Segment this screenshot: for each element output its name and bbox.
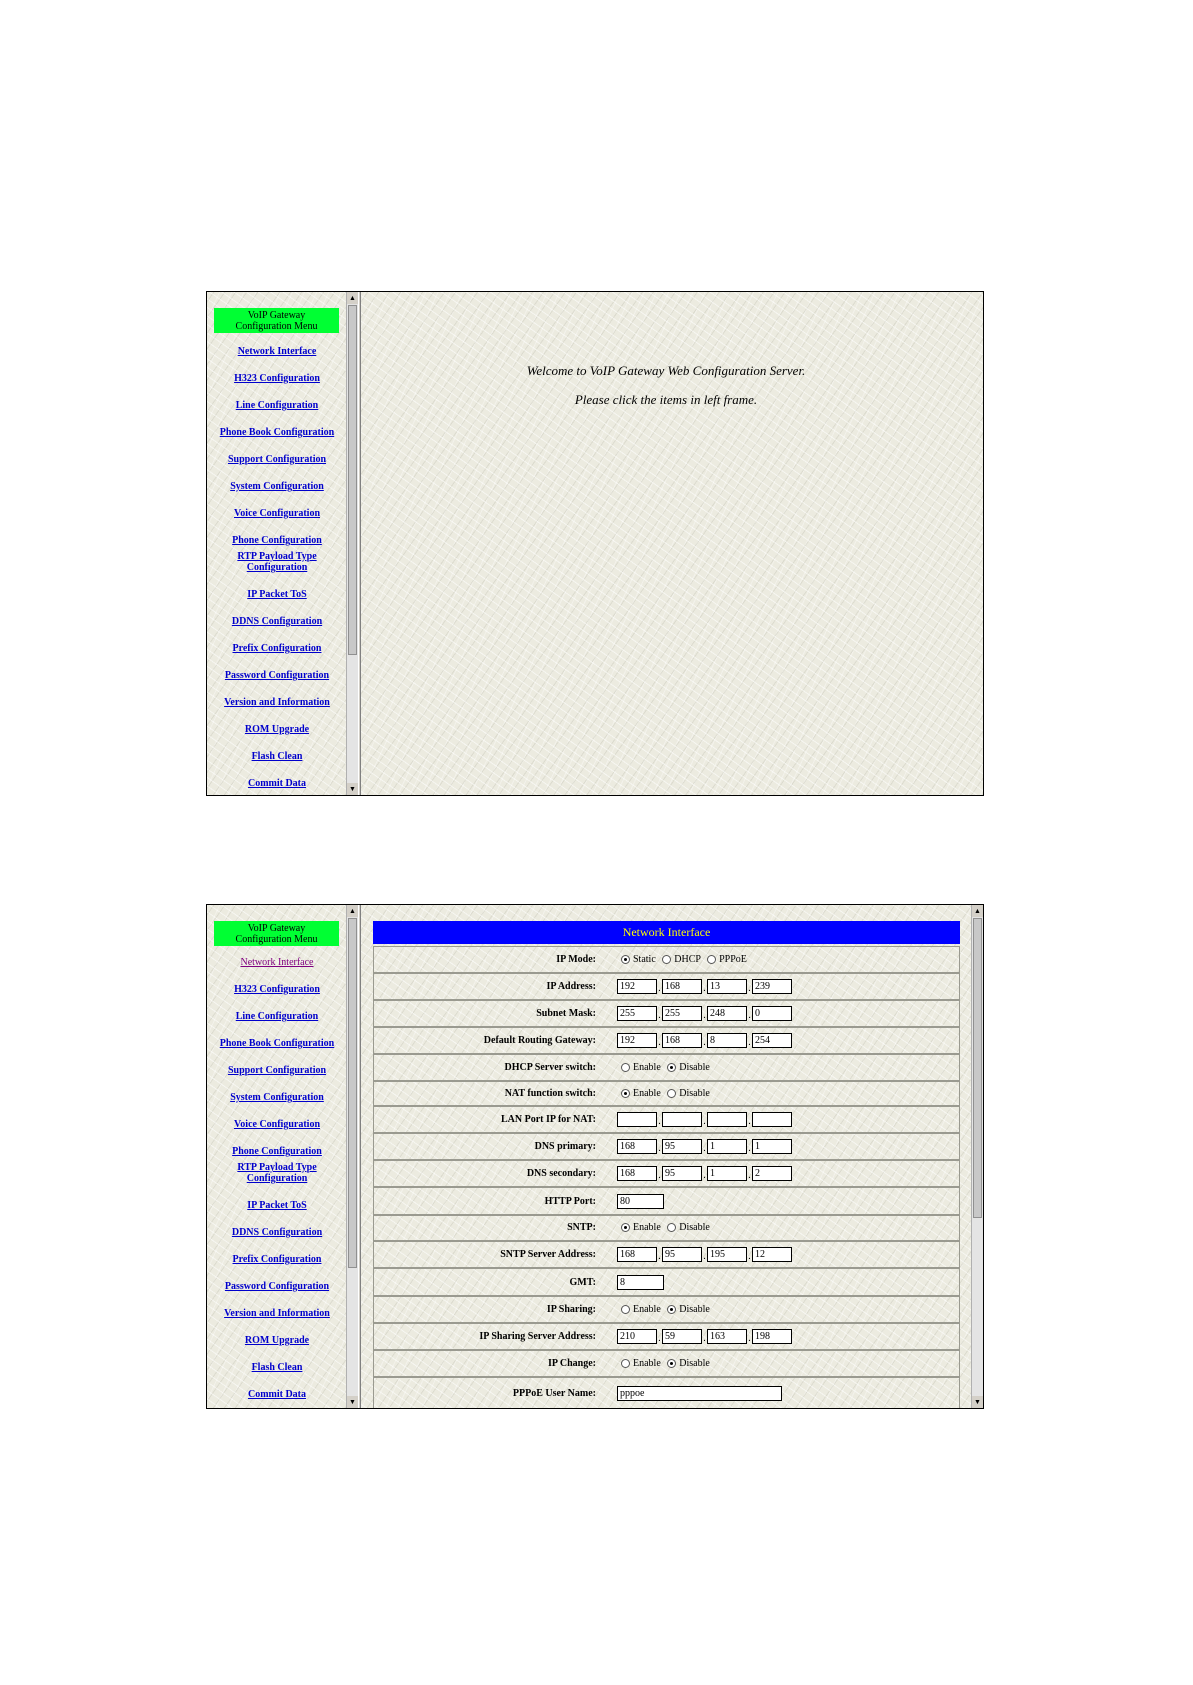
gateway-octet-3[interactable]: 8 <box>707 1033 747 1048</box>
http-port-label: HTTP Port: <box>544 1196 596 1207</box>
menu-item-ip-packet-tos[interactable]: IP Packet ToS <box>247 589 307 600</box>
menu-item-support-configuration[interactable]: Support Configuration <box>227 1065 327 1076</box>
menu-item-version-and-information[interactable]: Version and Information <box>224 697 330 708</box>
gateway-octet-2[interactable]: 168 <box>662 1033 702 1048</box>
menu-frame <box>207 292 358 795</box>
gateway-octet-4[interactable]: 254 <box>752 1033 792 1048</box>
dhcp-server-label: DHCP Server switch: <box>504 1062 596 1073</box>
nat-row <box>373 1081 960 1106</box>
nat-disable-option[interactable] <box>663 1088 710 1099</box>
dns-primary-row <box>373 1133 960 1160</box>
nat-label: NAT function switch: <box>504 1088 596 1099</box>
ip-address-octet-3[interactable]: 13 <box>707 979 747 994</box>
gmt-input[interactable]: 8 <box>617 1275 664 1290</box>
frame-divider[interactable] <box>358 905 361 1408</box>
ip-sharing-row <box>373 1296 960 1323</box>
ip-mode-pppoe-label: PPPoE <box>719 954 747 965</box>
sntp-disable-option[interactable] <box>663 1222 710 1233</box>
screenshot-welcome <box>206 291 984 796</box>
menu-item-version-and-information[interactable]: Version and Information <box>224 1308 330 1319</box>
menu-item-support-configuration[interactable]: Support Configuration <box>227 454 327 465</box>
dns-secondary-octet-3[interactable]: 1 <box>707 1166 747 1181</box>
lan-port-octet-1[interactable] <box>617 1112 657 1127</box>
radio-selected-icon[interactable] <box>621 1089 630 1098</box>
menu-title-line2: Configuration Menu <box>235 321 318 332</box>
menu-title-line1: VoIP Gateway <box>247 923 306 934</box>
ip-mode-static-option[interactable] <box>617 954 656 965</box>
http-port-field-wrap <box>617 1194 664 1209</box>
dns-secondary-label: DNS secondary: <box>526 1168 596 1179</box>
ip-sharing-server-octet-3[interactable]: 163 <box>707 1329 747 1344</box>
ip-address-octet-4[interactable]: 239 <box>752 979 792 994</box>
radio-icon[interactable] <box>621 1359 630 1368</box>
scroll-up-arrow-icon[interactable]: ▲ <box>972 905 983 917</box>
dhcp-server-enable-label: Enable <box>633 1062 661 1073</box>
menu-item-flash-clean[interactable]: Flash Clean <box>251 1362 303 1373</box>
scroll-thumb[interactable] <box>348 918 357 1268</box>
menu-title-line2: Configuration Menu <box>235 934 318 945</box>
main-scrollbar[interactable] <box>971 905 983 1408</box>
subnet-mask-octet-1[interactable]: 255 <box>617 1006 657 1021</box>
network-interface-header: Network Interface <box>373 921 960 944</box>
menu-item-network-interface[interactable]: Network Interface <box>240 957 314 968</box>
dhcp-server-row <box>373 1054 960 1081</box>
lan-port-field: . . . <box>617 1112 792 1127</box>
menu-item-voice-configuration[interactable]: Voice Configuration <box>233 1119 321 1130</box>
ip-mode-static-label: Static <box>633 954 656 965</box>
menu-item-phone-book-configuration[interactable]: Phone Book Configuration <box>219 427 335 438</box>
radio-selected-icon[interactable] <box>667 1359 676 1368</box>
gateway-field: 192 . 168 . 8 . 254 <box>617 1033 792 1048</box>
menu-item-commit-data[interactable]: Commit Data <box>247 778 307 789</box>
radio-icon[interactable] <box>667 1223 676 1232</box>
dhcp-server-disable-label: Disable <box>679 1062 710 1073</box>
sntp-options <box>617 1222 710 1233</box>
ip-address-field: 192 . 168 . 13 . 239 <box>617 979 792 994</box>
dns-primary-octet-2[interactable]: 95 <box>662 1139 702 1154</box>
ip-sharing-disable-label: Disable <box>679 1304 710 1315</box>
sntp-server-field: 168 . 95 . 195 . 12 <box>617 1247 792 1262</box>
scroll-thumb[interactable] <box>973 918 982 1218</box>
ip-change-label: IP Change: <box>547 1358 596 1369</box>
menu-frame <box>207 905 358 1408</box>
ip-sharing-options <box>617 1304 710 1315</box>
scroll-down-arrow-icon[interactable]: ▼ <box>972 1396 983 1408</box>
ip-mode-dhcp-label: DHCP <box>674 954 701 965</box>
sntp-enable-label: Enable <box>633 1222 661 1233</box>
ip-sharing-disable-option[interactable] <box>663 1304 710 1315</box>
menu-title-line1: VoIP Gateway <box>247 310 306 321</box>
dns-primary-octet-1[interactable]: 168 <box>617 1139 657 1154</box>
screenshot-network-interface <box>206 904 984 1409</box>
pppoe-user-label: PPPoE User Name: <box>512 1388 596 1399</box>
sntp-server-octet-1[interactable]: 168 <box>617 1247 657 1262</box>
menu-scrollbar[interactable] <box>346 905 358 1408</box>
sntp-server-label: SNTP Server Address: <box>500 1249 596 1260</box>
menu-item-prefix-configuration[interactable]: Prefix Configuration <box>232 1254 322 1265</box>
ip-mode-pppoe-option[interactable] <box>703 954 747 965</box>
gmt-row <box>373 1268 960 1296</box>
dns-secondary-octet-1[interactable]: 168 <box>617 1166 657 1181</box>
menu-item-rom-upgrade[interactable]: ROM Upgrade <box>244 1335 310 1346</box>
menu-item-rtp-payload-configuration[interactable]: Configuration <box>246 562 308 573</box>
sntp-server-octet-4[interactable]: 12 <box>752 1247 792 1262</box>
menu-item-flash-clean[interactable]: Flash Clean <box>251 751 303 762</box>
menu-item-rtp-payload-type[interactable]: RTP Payload Type <box>237 1162 317 1173</box>
ip-sharing-enable-option[interactable] <box>617 1304 661 1315</box>
ip-address-octet-1[interactable]: 192 <box>617 979 657 994</box>
menu-item-system-configuration[interactable]: System Configuration <box>230 1092 324 1103</box>
http-port-input[interactable]: 80 <box>617 1194 664 1209</box>
ip-mode-dhcp-option[interactable] <box>658 954 700 965</box>
subnet-mask-label: Subnet Mask: <box>536 1008 596 1019</box>
ip-sharing-server-octet-1[interactable]: 210 <box>617 1329 657 1344</box>
subnet-mask-row <box>373 1000 960 1027</box>
gateway-row <box>373 1027 960 1054</box>
pppoe-user-row <box>373 1377 960 1409</box>
menu-item-phone-configuration[interactable]: Phone Configuration <box>232 535 322 546</box>
sntp-label: SNTP: <box>567 1222 596 1233</box>
menu-item-commit-data[interactable]: Commit Data <box>247 1389 307 1400</box>
dns-secondary-row <box>373 1160 960 1187</box>
sntp-server-octet-2[interactable]: 95 <box>662 1247 702 1262</box>
menu-scrollbar[interactable] <box>346 292 358 795</box>
dns-primary-field: 168 . 95 . 1 . 1 <box>617 1139 792 1154</box>
dhcp-server-enable-option[interactable] <box>617 1062 661 1073</box>
ip-change-disable-option[interactable] <box>663 1358 710 1369</box>
menu-item-ip-packet-tos[interactable]: IP Packet ToS <box>247 1200 307 1211</box>
menu-item-h323-configuration[interactable]: H323 Configuration <box>234 373 320 384</box>
menu-item-line-configuration[interactable]: Line Configuration <box>235 1011 319 1022</box>
lan-port-row <box>373 1106 960 1133</box>
pppoe-user-field-wrap <box>617 1386 782 1401</box>
ip-address-label: IP Address: <box>546 981 596 992</box>
pppoe-user-input[interactable]: pppoe <box>617 1386 782 1401</box>
scroll-up-arrow-icon[interactable]: ▲ <box>347 292 358 304</box>
menu-item-prefix-configuration[interactable]: Prefix Configuration <box>232 643 322 654</box>
dhcp-server-options <box>617 1062 710 1073</box>
menu-item-phone-configuration[interactable]: Phone Configuration <box>232 1146 322 1157</box>
subnet-mask-field: 255 . 255 . 248 . 0 <box>617 1006 792 1021</box>
gateway-label: Default Routing Gateway: <box>483 1035 596 1046</box>
lan-port-label: LAN Port IP for NAT: <box>501 1114 596 1125</box>
dns-primary-label: DNS primary: <box>534 1141 596 1152</box>
ip-address-octet-2[interactable]: 168 <box>662 979 702 994</box>
welcome-instruction: Please click the items in left frame. <box>574 392 758 407</box>
radio-selected-icon[interactable] <box>621 955 630 964</box>
dns-secondary-field: 168 . 95 . 1 . 2 <box>617 1166 792 1181</box>
sntp-disable-label: Disable <box>679 1222 710 1233</box>
ip-sharing-enable-label: Enable <box>633 1304 661 1315</box>
menu-title <box>214 308 339 333</box>
subnet-mask-octet-2[interactable]: 255 <box>662 1006 702 1021</box>
radio-selected-icon[interactable] <box>621 1223 630 1232</box>
sntp-row <box>373 1215 960 1241</box>
welcome-message: Welcome to VoIP Gateway Web Configuration Server. <box>526 363 806 378</box>
ip-sharing-server-octet-2[interactable]: 59 <box>662 1329 702 1344</box>
menu-item-ddns-configuration[interactable]: DDNS Configuration <box>231 1227 323 1238</box>
gmt-field-wrap <box>617 1275 664 1290</box>
menu-item-rtp-payload-configuration[interactable]: Configuration <box>246 1173 308 1184</box>
ip-change-options <box>617 1358 710 1369</box>
radio-selected-icon[interactable] <box>667 1305 676 1314</box>
dns-secondary-octet-4[interactable]: 2 <box>752 1166 792 1181</box>
lan-port-octet-2[interactable] <box>662 1112 702 1127</box>
gateway-octet-1[interactable]: 192 <box>617 1033 657 1048</box>
menu-item-password-configuration[interactable]: Password Configuration <box>224 1281 330 1292</box>
ip-mode-options <box>617 954 747 965</box>
dns-primary-octet-4[interactable]: 1 <box>752 1139 792 1154</box>
sntp-server-octet-3[interactable]: 195 <box>707 1247 747 1262</box>
ip-sharing-server-field: 210 . 59 . 163 . 198 <box>617 1329 792 1344</box>
radio-icon[interactable] <box>621 1305 630 1314</box>
radio-icon[interactable] <box>667 1089 676 1098</box>
menu-title <box>214 921 339 946</box>
ip-sharing-label: IP Sharing: <box>546 1304 596 1315</box>
scroll-thumb[interactable] <box>348 305 357 655</box>
scroll-up-arrow-icon[interactable]: ▲ <box>347 905 358 917</box>
lan-port-octet-3[interactable] <box>707 1112 747 1127</box>
gmt-label: GMT: <box>569 1277 596 1288</box>
dhcp-server-disable-option[interactable] <box>663 1062 710 1073</box>
nat-enable-option[interactable] <box>617 1088 661 1099</box>
menu-item-ddns-configuration[interactable]: DDNS Configuration <box>231 616 323 627</box>
scroll-down-arrow-icon[interactable]: ▼ <box>347 1396 358 1408</box>
menu-item-password-configuration[interactable]: Password Configuration <box>224 670 330 681</box>
sntp-enable-option[interactable] <box>617 1222 661 1233</box>
dns-secondary-octet-2[interactable]: 95 <box>662 1166 702 1181</box>
nat-enable-label: Enable <box>633 1088 661 1099</box>
menu-item-rtp-payload-type[interactable]: RTP Payload Type <box>237 551 317 562</box>
radio-icon[interactable] <box>662 955 671 964</box>
menu-item-h323-configuration[interactable]: H323 Configuration <box>234 984 320 995</box>
menu-item-voice-configuration[interactable]: Voice Configuration <box>233 508 321 519</box>
menu-item-rom-upgrade[interactable]: ROM Upgrade <box>244 724 310 735</box>
ip-change-row <box>373 1350 960 1377</box>
ip-change-disable-label: Disable <box>679 1358 710 1369</box>
subnet-mask-octet-4[interactable]: 0 <box>752 1006 792 1021</box>
radio-selected-icon[interactable] <box>667 1063 676 1072</box>
nat-options <box>617 1088 710 1099</box>
ip-sharing-server-row <box>373 1323 960 1350</box>
sntp-server-row <box>373 1241 960 1268</box>
menu-item-network-interface[interactable]: Network Interface <box>237 346 317 357</box>
menu-item-line-configuration[interactable]: Line Configuration <box>235 400 319 411</box>
ip-sharing-server-octet-4[interactable]: 198 <box>752 1329 792 1344</box>
http-port-row <box>373 1187 960 1215</box>
subnet-mask-octet-3[interactable]: 248 <box>707 1006 747 1021</box>
ip-mode-row <box>373 946 960 973</box>
radio-icon[interactable] <box>707 955 716 964</box>
ip-address-row <box>373 973 960 1000</box>
lan-port-octet-4[interactable] <box>752 1112 792 1127</box>
ip-change-enable-label: Enable <box>633 1358 661 1369</box>
scroll-down-arrow-icon[interactable]: ▼ <box>347 783 358 795</box>
menu-item-system-configuration[interactable]: System Configuration <box>230 481 324 492</box>
ip-change-enable-option[interactable] <box>617 1358 661 1369</box>
dns-primary-octet-3[interactable]: 1 <box>707 1139 747 1154</box>
nat-disable-label: Disable <box>679 1088 710 1099</box>
radio-icon[interactable] <box>621 1063 630 1072</box>
ip-mode-label: IP Mode: <box>556 954 596 965</box>
ip-sharing-server-label: IP Sharing Server Address: <box>479 1331 596 1342</box>
menu-item-phone-book-configuration[interactable]: Phone Book Configuration <box>219 1038 335 1049</box>
